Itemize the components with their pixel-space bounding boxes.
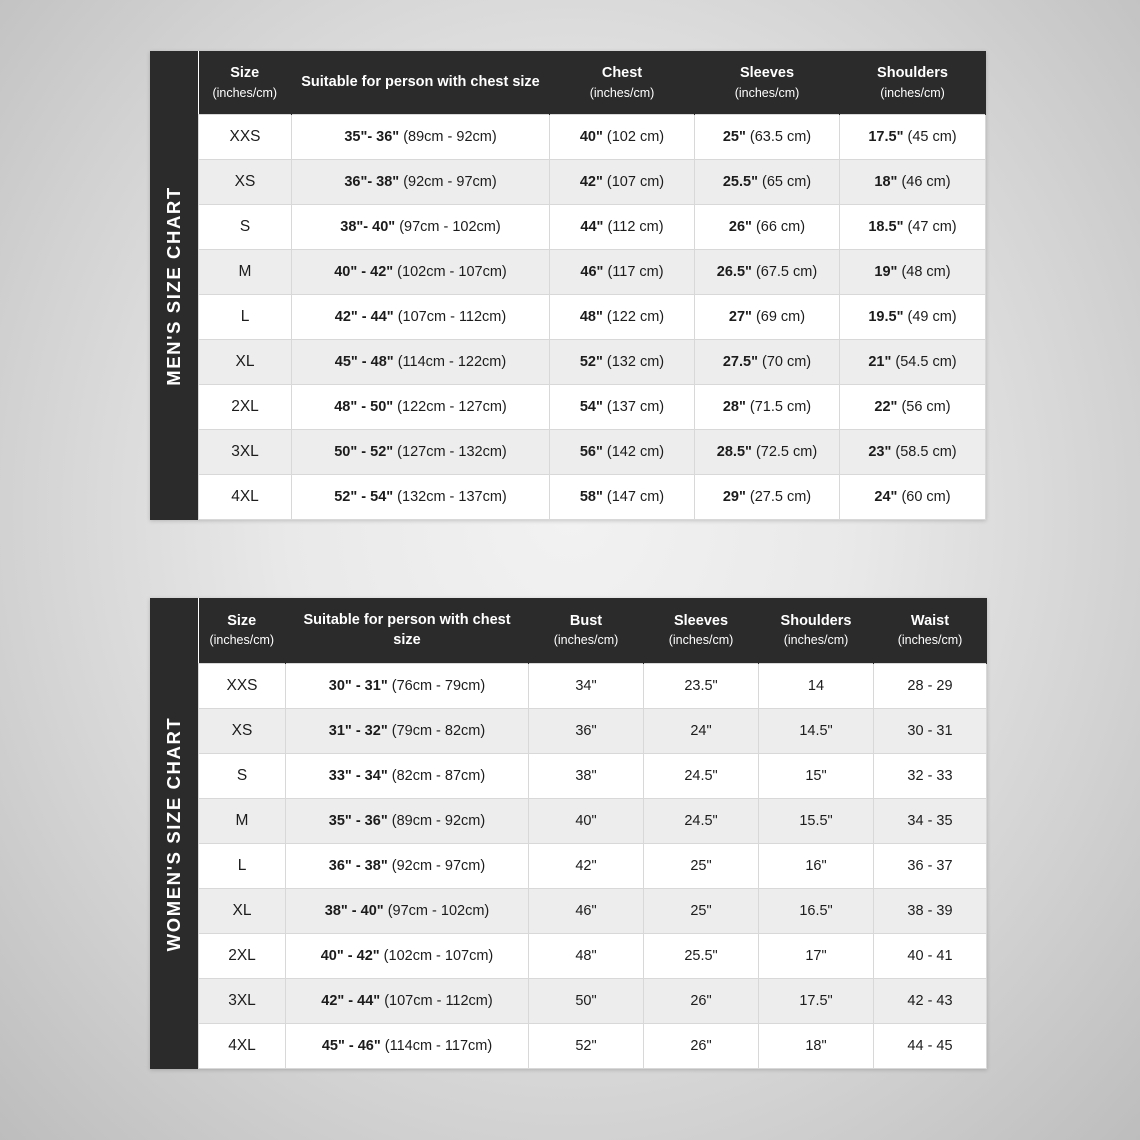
mens-cell-size: L [199,295,292,340]
womens-cell-waist: 40 - 41 [874,934,987,979]
womens-cell-shoulders: 15.5" [759,799,874,844]
mens-header-row [199,51,986,115]
womens-cell-waist: 32 - 33 [874,754,987,799]
womens-cell-sleeves: 26" [644,1024,759,1069]
womens-cell-suitable: 38" - 40" (97cm - 102cm) [286,889,529,934]
womens-cell-shoulders: 15" [759,754,874,799]
womens-header-sleeves-sub: (inches/cm) [668,633,734,648]
womens-chart-side-label-text: WOMEN'S SIZE CHART [163,716,184,951]
womens-header-size [199,598,286,664]
womens-header-waist-title: Waist [910,612,950,629]
table-row [199,475,986,520]
womens-cell-waist: 38 - 39 [874,889,987,934]
womens-header-suitable [286,598,529,664]
womens-header-bust-title: Bust [569,612,603,629]
womens-cell-sleeves: 23.5" [644,664,759,709]
mens-cell-shoulders: 18" (46 cm) [840,160,986,205]
mens-header-shoulders [840,51,986,115]
womens-cell-sleeves: 25" [644,889,759,934]
mens-header-suitable-title: Suitable for person with chest size [301,73,540,90]
mens-cell-sleeves: 26" (66 cm) [695,205,840,250]
mens-chart-side-label [150,51,198,520]
womens-cell-size: M [199,799,286,844]
table-row [199,799,987,844]
mens-cell-chest: 52" (132 cm) [550,340,695,385]
mens-cell-size: 4XL [199,475,292,520]
womens-cell-sleeves: 26" [644,979,759,1024]
womens-header-shoulders [759,598,874,664]
womens-cell-shoulders: 16" [759,844,874,889]
table-row [199,979,987,1024]
mens-header-shoulders-title: Shoulders [877,65,948,81]
womens-cell-shoulders: 18" [759,1024,874,1069]
womens-cell-shoulders: 16.5" [759,889,874,934]
womens-header-shoulders-sub: (inches/cm) [783,633,849,648]
womens-cell-sleeves: 24.5" [644,754,759,799]
table-row [199,205,986,250]
mens-cell-size: 3XL [199,430,292,475]
table-row [199,889,987,934]
womens-cell-size: 2XL [199,934,286,979]
table-row [199,115,986,160]
womens-header-sleeves-title: Sleeves [673,612,729,629]
womens-header-row [199,598,987,664]
mens-cell-shoulders: 24" (60 cm) [840,475,986,520]
table-row [199,385,986,430]
mens-cell-shoulders: 19" (48 cm) [840,250,986,295]
womens-header-bust-sub: (inches/cm) [553,633,619,648]
womens-cell-bust: 46" [529,889,644,934]
womens-header-size-title: Size [227,612,257,629]
womens-cell-waist: 44 - 45 [874,1024,987,1069]
mens-cell-suitable: 38"- 40" (97cm - 102cm) [292,205,550,250]
womens-cell-sleeves: 24.5" [644,799,759,844]
mens-cell-chest: 56" (142 cm) [550,430,695,475]
womens-cell-bust: 50" [529,979,644,1024]
womens-cell-waist: 34 - 35 [874,799,987,844]
mens-cell-size: XL [199,340,292,385]
womens-cell-sleeves: 25" [644,844,759,889]
womens-cell-waist: 42 - 43 [874,979,987,1024]
mens-cell-size: 2XL [199,385,292,430]
mens-header-size [199,51,292,115]
table-row [199,430,986,475]
mens-cell-size: S [199,205,292,250]
womens-cell-suitable: 35" - 36" (89cm - 92cm) [286,799,529,844]
table-row [199,754,987,799]
mens-cell-sleeves: 25.5" (65 cm) [695,160,840,205]
mens-cell-suitable: 45" - 48" (114cm - 122cm) [292,340,550,385]
womens-table-head [199,598,987,664]
mens-size-table [198,51,986,520]
table-row [199,1024,987,1069]
mens-cell-sleeves: 26.5" (67.5 cm) [695,250,840,295]
table-row [199,160,986,205]
womens-cell-size: S [199,754,286,799]
mens-cell-sleeves: 25" (63.5 cm) [695,115,840,160]
mens-header-shoulders-sub: (inches/cm) [880,85,945,100]
womens-cell-suitable: 36" - 38" (92cm - 97cm) [286,844,529,889]
mens-cell-chest: 42" (107 cm) [550,160,695,205]
womens-cell-shoulders: 17.5" [759,979,874,1024]
mens-cell-size: XXS [199,115,292,160]
mens-cell-suitable: 42" - 44" (107cm - 112cm) [292,295,550,340]
mens-header-chest-title: Chest [601,65,643,81]
womens-cell-suitable: 45" - 46" (114cm - 117cm) [286,1024,529,1069]
table-row [199,664,987,709]
womens-table-body [199,664,987,1069]
womens-cell-suitable: 33" - 34" (82cm - 87cm) [286,754,529,799]
womens-header-waist-sub: (inches/cm) [897,633,963,648]
womens-cell-bust: 42" [529,844,644,889]
womens-cell-size: 3XL [199,979,286,1024]
womens-header-bust [529,598,644,664]
mens-header-chest-sub: (inches/cm) [589,85,655,100]
table-row [199,250,986,295]
womens-cell-size: L [199,844,286,889]
table-row [199,340,986,385]
womens-cell-bust: 48" [529,934,644,979]
womens-size-table [198,598,987,1069]
womens-cell-size: 4XL [199,1024,286,1069]
mens-cell-shoulders: 18.5" (47 cm) [840,205,986,250]
mens-cell-sleeves: 28.5" (72.5 cm) [695,430,840,475]
womens-cell-bust: 38" [529,754,644,799]
womens-cell-waist: 36 - 37 [874,844,987,889]
mens-cell-suitable: 40" - 42" (102cm - 107cm) [292,250,550,295]
womens-cell-waist: 30 - 31 [874,709,987,754]
womens-cell-bust: 52" [529,1024,644,1069]
mens-chart-side-label-text: MEN'S SIZE CHART [163,185,184,386]
womens-cell-bust: 34" [529,664,644,709]
mens-size-chart [150,51,986,520]
mens-cell-chest: 40" (102 cm) [550,115,695,160]
womens-cell-waist: 28 - 29 [874,664,987,709]
mens-cell-chest: 46" (117 cm) [550,250,695,295]
womens-cell-shoulders: 14 [759,664,874,709]
mens-cell-sleeves: 28" (71.5 cm) [695,385,840,430]
mens-cell-shoulders: 17.5" (45 cm) [840,115,986,160]
mens-cell-chest: 44" (112 cm) [550,205,695,250]
mens-cell-sleeves: 27.5" (70 cm) [695,340,840,385]
womens-size-chart [150,598,987,1069]
womens-cell-sleeves: 24" [644,709,759,754]
womens-header-shoulders-title: Shoulders [780,612,852,629]
womens-header-size-sub: (inches/cm) [209,633,275,648]
mens-cell-suitable: 50" - 52" (127cm - 132cm) [292,430,550,475]
mens-cell-chest: 58" (147 cm) [550,475,695,520]
womens-chart-side-label [150,598,198,1069]
mens-cell-suitable: 35"- 36" (89cm - 92cm) [292,115,550,160]
womens-cell-shoulders: 17" [759,934,874,979]
mens-cell-chest: 54" (137 cm) [550,385,695,430]
womens-cell-size: XS [199,709,286,754]
womens-cell-suitable: 40" - 42" (102cm - 107cm) [286,934,529,979]
table-row [199,934,987,979]
womens-cell-size: XXS [199,664,286,709]
mens-header-sleeves [695,51,840,115]
mens-header-sleeves-sub: (inches/cm) [734,85,800,100]
mens-cell-suitable: 36"- 38" (92cm - 97cm) [292,160,550,205]
womens-cell-shoulders: 14.5" [759,709,874,754]
mens-cell-size: XS [199,160,292,205]
mens-header-suitable [292,51,550,115]
mens-table-head [199,51,986,115]
mens-header-sleeves-title: Sleeves [739,65,795,81]
table-row [199,295,986,340]
mens-header-chest [550,51,695,115]
mens-header-size-sub: (inches/cm) [212,85,278,100]
womens-cell-sleeves: 25.5" [644,934,759,979]
womens-header-suitable-title: Suitable for person with chest size [303,612,511,648]
mens-cell-suitable: 52" - 54" (132cm - 137cm) [292,475,550,520]
womens-cell-bust: 40" [529,799,644,844]
mens-cell-shoulders: 19.5" (49 cm) [840,295,986,340]
womens-cell-suitable: 31" - 32" (79cm - 82cm) [286,709,529,754]
table-row [199,709,987,754]
mens-cell-sleeves: 29" (27.5 cm) [695,475,840,520]
mens-cell-size: M [199,250,292,295]
table-row [199,844,987,889]
mens-table-body [199,115,986,520]
womens-cell-suitable: 42" - 44" (107cm - 112cm) [286,979,529,1024]
mens-header-size-title: Size [230,65,260,81]
womens-header-sleeves [644,598,759,664]
womens-cell-bust: 36" [529,709,644,754]
mens-cell-shoulders: 21" (54.5 cm) [840,340,986,385]
mens-cell-sleeves: 27" (69 cm) [695,295,840,340]
womens-cell-suitable: 30" - 31" (76cm - 79cm) [286,664,529,709]
womens-cell-size: XL [199,889,286,934]
mens-cell-shoulders: 22" (56 cm) [840,385,986,430]
mens-cell-suitable: 48" - 50" (122cm - 127cm) [292,385,550,430]
mens-cell-chest: 48" (122 cm) [550,295,695,340]
womens-header-waist [874,598,987,664]
mens-cell-shoulders: 23" (58.5 cm) [840,430,986,475]
